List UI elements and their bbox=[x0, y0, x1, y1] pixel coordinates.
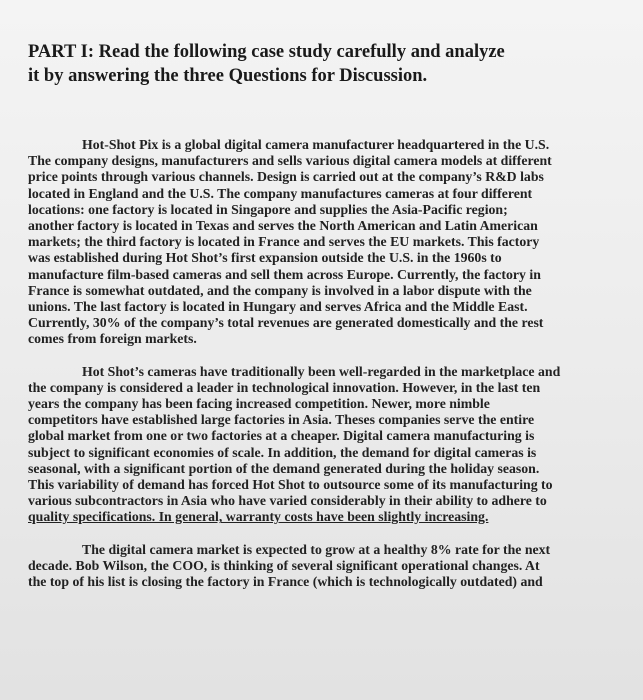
text-line: locations: one factory is located in Singapore and supplies the Asia-Pacific region; bbox=[28, 201, 508, 217]
paragraph-1 bbox=[28, 137, 618, 348]
text-line: competitors have established large factories in Asia. Theses companies serve the entire bbox=[28, 412, 535, 428]
case-study-body bbox=[28, 137, 618, 590]
text-line: The company designs, manufacturers and sells various digital camera models at different bbox=[28, 153, 552, 169]
text-line: France is somewhat outdated, and the company is involved in a labor dispute with the bbox=[28, 282, 532, 298]
text-line: The digital camera market is expected to grow at a healthy 8% rate for the next bbox=[82, 541, 551, 557]
text-line: the company is considered a leader in technological innovation. However, in the last ten bbox=[28, 379, 541, 395]
heading-line: PART I: Read the following case study carefully and analyze bbox=[28, 42, 505, 62]
text-line: comes from foreign markets. bbox=[28, 331, 197, 347]
text-line: decade. Bob Wilson, the COO, is thinking of several significant operational changes. At bbox=[28, 557, 540, 573]
text-line: unions. The last factory is located in Hungary and serves Africa and the Middle East. bbox=[28, 299, 528, 315]
paragraph-3 bbox=[28, 542, 618, 591]
text-line: the top of his list is closing the factory in France (which is technologically outdated) and bbox=[28, 574, 543, 590]
text-line: was established during Hot Shot’s first expansion outside the U.S. in the 1960s to bbox=[28, 250, 502, 266]
text-line: Currently, 30% of the company’s total revenues are generated domestically and the rest bbox=[28, 315, 544, 331]
text-line: subject to significant economies of scale. In addition, the demand for digital cameras is bbox=[28, 444, 537, 460]
paragraph-2 bbox=[28, 364, 618, 526]
text-line: This variability of demand has forced Hot Shot to outsource some of its manufacturing to bbox=[28, 477, 553, 493]
text-line: various subcontractors in Asia who have varied considerably in their ability to adhere to bbox=[28, 493, 547, 509]
text-line: another factory is located in Texas and serves the North American and Latin American bbox=[28, 218, 538, 234]
text-line: manufacture film-based cameras and sell them across Europe. Currently, the factory in bbox=[28, 266, 541, 282]
text-line: Hot-Shot Pix is a global digital camera manufacturer headquartered in the U.S. bbox=[82, 137, 550, 152]
text-line: markets; the third factory is located in France and serves the EU markets. This factory bbox=[28, 234, 540, 250]
text-line: quality specifications. In general, warranty costs have been slightly increasing. bbox=[28, 509, 489, 525]
text-line: price points through various channels. Design is carried out at the company’s R&D labs bbox=[28, 169, 544, 185]
text-line: years the company has been facing increased competition. Newer, more nimble bbox=[28, 396, 490, 412]
heading-line: it by answering the three Questions for Discussion. bbox=[28, 66, 428, 86]
text-line: global market from one or two factories at a cheaper. Digital camera manufacturing is bbox=[28, 428, 535, 444]
text-line: seasonal, with a significant portion of the demand generated during the holiday season. bbox=[28, 460, 540, 476]
text-line: located in England and the U.S. The company manufactures cameras at four different bbox=[28, 185, 533, 201]
text-line: Hot Shot’s cameras have traditionally been well-regarded in the marketplace and bbox=[82, 363, 561, 379]
part-heading bbox=[28, 40, 618, 88]
